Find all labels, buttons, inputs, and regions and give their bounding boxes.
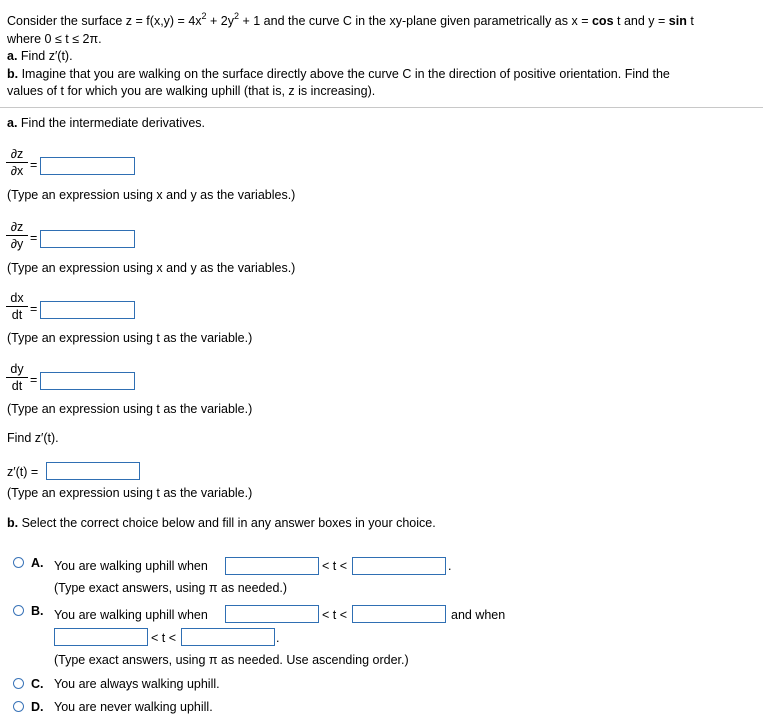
option-a-lt-text: < t <	[322, 559, 348, 573]
dy-dt-hint: (Type an expression using t as the variable.)	[7, 402, 253, 416]
option-b-text: You are walking uphill when	[54, 608, 208, 622]
option-b-upper-input-2[interactable]	[181, 628, 275, 646]
problem-line-1	[7, 11, 694, 28]
option-a-hint: (Type exact answers, using π as needed.)	[54, 581, 288, 595]
dz-dy-input[interactable]	[40, 230, 135, 248]
text: + 1 and the curve C in the xy-plane given parametrically as x =	[239, 14, 592, 28]
problem-part-b-line-2: values of t for which you are walking uphill (that is, z is increasing).	[7, 84, 376, 98]
denominator: dt	[11, 308, 23, 322]
zprime-hint: (Type an expression using t as the variable.)	[7, 486, 253, 500]
option-c-radio[interactable]	[13, 678, 24, 689]
option-b-lower-input-2[interactable]	[54, 628, 148, 646]
exponent: 2	[234, 11, 240, 21]
dy-dt-input[interactable]	[40, 372, 135, 390]
numerator: dy	[10, 362, 24, 376]
option-a-radio[interactable]	[13, 557, 24, 568]
part-label: a.	[7, 49, 18, 63]
problem-line-2: where 0 ≤ t ≤ 2π.	[7, 32, 102, 46]
equals-sign: =	[30, 373, 38, 387]
option-a-upper-input[interactable]	[352, 557, 446, 575]
find-zprime-text: Find z′(t).	[7, 431, 59, 445]
dx-dt-input[interactable]	[40, 301, 135, 319]
text: t	[686, 14, 694, 28]
option-b-upper-input-1[interactable]	[352, 605, 446, 623]
numerator: dx	[10, 291, 24, 305]
option-a-lower-input[interactable]	[225, 557, 319, 575]
part-a-header	[7, 116, 205, 130]
text: Imagine that you are walking on the surface directly above the curve C in the direction of positive orientation. Find the	[18, 67, 670, 81]
text: Consider the surface z = f(x,y) = 4x	[7, 14, 202, 28]
dz-dx-hint: (Type an expression using x and y as the variables.)	[7, 188, 296, 202]
option-d-text: You are never walking uphill.	[54, 700, 213, 714]
zprime-label: z′(t) =	[7, 465, 39, 479]
option-b-lower-input-1[interactable]	[225, 605, 319, 623]
option-b-and-when: and when	[451, 608, 506, 622]
option-a-period: .	[448, 559, 452, 573]
option-b-lt-text: < t <	[322, 608, 348, 622]
text: t and y =	[613, 14, 669, 28]
numerator: ∂z	[10, 220, 24, 234]
cos-text: cos	[591, 14, 614, 28]
part-label: b.	[7, 67, 19, 81]
option-c-text: You are always walking uphill.	[54, 677, 220, 691]
dz-dy-hint: (Type an expression using x and y as the variables.)	[7, 261, 296, 275]
option-d-radio[interactable]	[13, 701, 24, 712]
option-b-lt-text-2: < t <	[151, 631, 177, 645]
dy-dt-fraction	[4, 361, 30, 394]
option-a-text: You are walking uphill when	[54, 559, 208, 573]
option-a-letter: A.	[31, 556, 44, 570]
option-b-letter: B.	[31, 604, 44, 618]
equals-sign: =	[30, 231, 38, 245]
option-b-period: .	[276, 631, 280, 645]
part-label: a.	[7, 116, 18, 130]
exponent: 2	[201, 11, 207, 21]
text: Find z′(t).	[17, 49, 73, 63]
denominator: ∂y	[10, 237, 24, 251]
text: Find the intermediate derivatives.	[17, 116, 206, 130]
option-d-letter: D.	[31, 700, 44, 714]
dz-dy-fraction	[4, 219, 30, 252]
dz-dx-fraction	[4, 146, 30, 179]
option-c-letter: C.	[31, 677, 44, 691]
zprime-input[interactable]	[46, 462, 140, 480]
text: + 2y	[206, 14, 234, 28]
option-b-hint: (Type exact answers, using π as needed. Use ascending order.)	[54, 653, 409, 667]
dx-dt-fraction	[4, 290, 30, 323]
option-b-radio[interactable]	[13, 605, 24, 616]
equals-sign: =	[30, 158, 38, 172]
denominator: ∂x	[10, 164, 24, 178]
part-label: b.	[7, 516, 19, 530]
numerator: ∂z	[10, 147, 24, 161]
section-divider	[0, 107, 763, 108]
denominator: dt	[11, 379, 23, 393]
dz-dx-input[interactable]	[40, 157, 135, 175]
part-b-header	[7, 516, 436, 530]
problem-part-b	[7, 67, 670, 81]
text: Select the correct choice below and fill in any answer boxes in your choice.	[18, 516, 436, 530]
sin-text: sin	[668, 14, 687, 28]
equals-sign: =	[30, 302, 38, 316]
dx-dt-hint: (Type an expression using t as the variable.)	[7, 331, 253, 345]
problem-part-a	[7, 49, 73, 63]
